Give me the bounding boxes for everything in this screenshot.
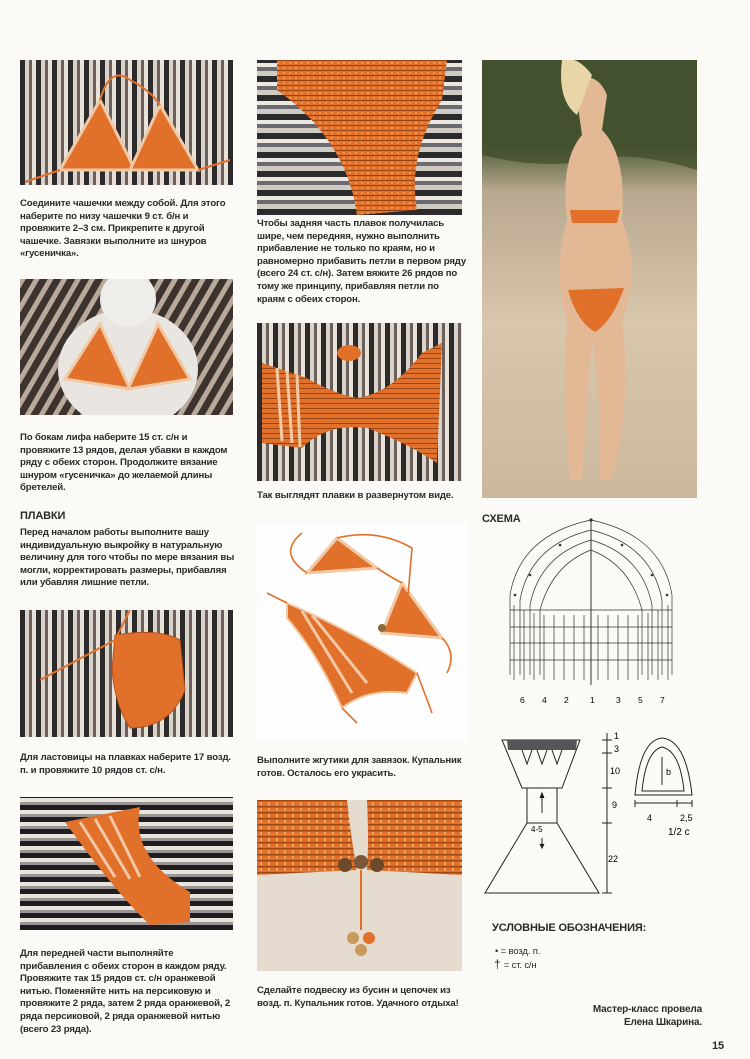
legend-title: УСЛОВНЫЕ ОБОЗНАЧЕНИЯ: [492,922,647,934]
dim-1: 1 [614,731,620,741]
dim-3: 3 [614,744,620,754]
photo-finished-swimsuit-white [257,523,467,741]
pattern-diagram-bottoms [482,728,632,898]
photo-front-panel [20,797,233,930]
section-heading-bottoms: ПЛАВКИ [20,510,66,522]
chart-num-4: 4 [542,695,547,705]
photo-model-on-beach [482,60,697,498]
text-front-panel: Для передней части выполняйте прибавления с обеих сторон в каждом ряду. Провяжите так 15 рядов ст. с/н оранжевой нитью. Поменяйте нить на персиковую и провяжите 2 ряда, затем 2 ряда оранжевой, 2 ряда персиковой, 2 ряда оранжевой нитью (всего 23 ряда). [20,948,231,1035]
photo-bottoms-unfolded [257,323,462,481]
cup-width-2-5: 2,5 [680,813,693,823]
pattern-diagram-cup [630,735,710,845]
crochet-chart-cup [500,515,682,710]
text-side-panels: По бокам лифа наберите 15 ст. с/н и провяжите 13 рядов, делая убавки в каждом ряду с обеих сторон. Продолжите вязание шнуром «гусеничка» до желаемой длины бретелей. [20,432,228,494]
credit-line-2: Елена Шкарина. [624,1017,702,1028]
text-ties: Выполните жгутики для завязок. Купальник готов. Осталось его украсить. [257,755,462,779]
text-join-cups: Соедините чашечки между собой. Для этого наберите по низу чашечки 9 ст. б/н и провяжите 2–3 см. Прикрепите к другой чашечке. Завязки выполните из шнуров «гусеничка». [20,198,226,260]
cup-label-b: b [666,767,672,777]
text-pendant: Сделайте подвеску из бусин и цепочек из возд. п. Купальник готов. Удачного отдыха! [257,985,459,1009]
chart-num-6: 6 [520,695,525,705]
chart-num-1: 1 [590,695,595,705]
text-pattern-intro: Перед началом работы выполните вашу индивидуальную выкройку в натуральную величину для того чтобы по мере вязания вы могли, корректировать размеры, прибавляя или убавляя лишние петли. [20,527,235,589]
legend-chain: • = возд. п. [495,946,541,957]
credit-line-1: Мастер-класс провела [592,1004,702,1015]
text-back-panel: Чтобы задняя часть плавок получилась шире, чем передняя, нужно выполнить прибавление не только по краям, но и равномерно прибавить петли в первом ряду (всего 24 ст. с/н). Затем вяжите 26 рядов по тому же принципу, прибавляя петли по краям с обеих сторон. [257,218,467,305]
dim-waist: 4-5 [531,825,543,834]
cup-width-4: 4 [647,813,653,823]
photo-bikini-top-on-mannequin [20,279,233,415]
schema-title: СХЕМА [482,513,521,525]
double-crochet-icon: † [494,957,504,971]
chart-num-5: 5 [638,695,643,705]
photo-gusset-crochet [20,610,233,737]
legend-dc: † = ст. с/н [494,957,537,971]
dim-10: 10 [610,766,621,776]
chart-num-3: 3 [616,695,621,705]
text-unfolded: Так выглядят плавки в развернутом виде. [257,490,454,501]
chain-stitch-icon: • [495,946,501,957]
dim-22: 22 [608,854,619,864]
chart-num-2: 2 [564,695,569,705]
cup-half-c: 1/2 c [668,827,690,838]
dim-9: 9 [612,800,618,810]
chart-num-7: 7 [660,695,665,705]
page-number: 15 [712,1040,724,1052]
photo-back-panel-closeup [257,60,462,215]
text-gusset: Для ластовицы на плавках наберите 17 возд. п. и провяжите 10 рядов ст. с/н. [20,752,231,776]
photo-bikini-top-on-blanket [20,60,233,185]
photo-bead-pendant [257,800,462,971]
